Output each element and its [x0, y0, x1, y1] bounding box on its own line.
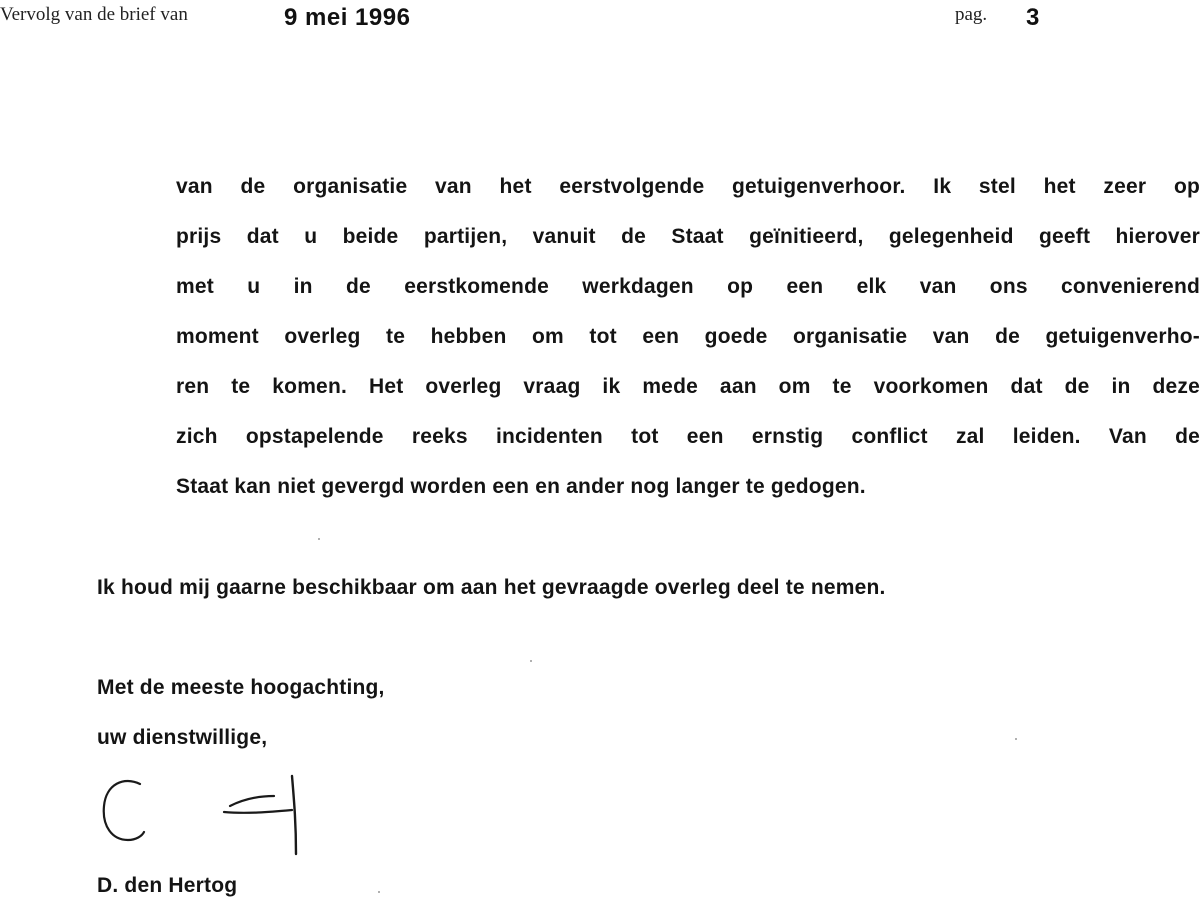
- greeting-line: Met de meeste hoogachting,: [97, 676, 385, 699]
- paragraph-line: Staat kan niet gevergd worden een en ander nog langer te gedogen.: [176, 475, 866, 498]
- signer-name: D. den Hertog: [97, 874, 238, 897]
- page-label: pag.: [955, 4, 988, 25]
- paragraph-line: moment overleg te hebben om tot een goede organisatie van de getuigenverho-: [176, 325, 1200, 348]
- handwritten-signature: [96, 770, 326, 862]
- closing-paragraph: Ik houd mij gaarne beschikbaar om aan het gevraagde overleg deel te nemen.: [97, 576, 886, 599]
- paragraph-line: ren te komen. Het overleg vraag ik mede aan om te voorkomen dat de in deze: [176, 375, 1200, 398]
- paragraph-line: zich opstapelende reeks incidenten tot een ernstig conflict zal leiden. Van de: [176, 425, 1200, 448]
- greeting-line: uw dienstwillige,: [97, 726, 268, 749]
- scan-speck: [378, 891, 380, 893]
- paragraph-line: prijs dat u beide partijen, vanuit de Staat geïnitieerd, gelegenheid geeft hierover: [176, 225, 1200, 248]
- scan-speck: [318, 538, 320, 540]
- scan-speck: [530, 660, 532, 662]
- page-number: 3: [1026, 4, 1040, 31]
- letter-paragraph: [176, 162, 1200, 512]
- paragraph-line: met u in de eerstkomende werkdagen op een elk van ons convenierend: [176, 275, 1200, 298]
- letter-date: 9 mei 1996: [284, 4, 411, 31]
- paragraph-line: van de organisatie van het eerstvolgende getuigenverhoor. Ik stel het zeer op: [176, 175, 1200, 198]
- continuation-label: Vervolg van de brief van: [0, 4, 188, 25]
- scan-speck: [1015, 738, 1017, 740]
